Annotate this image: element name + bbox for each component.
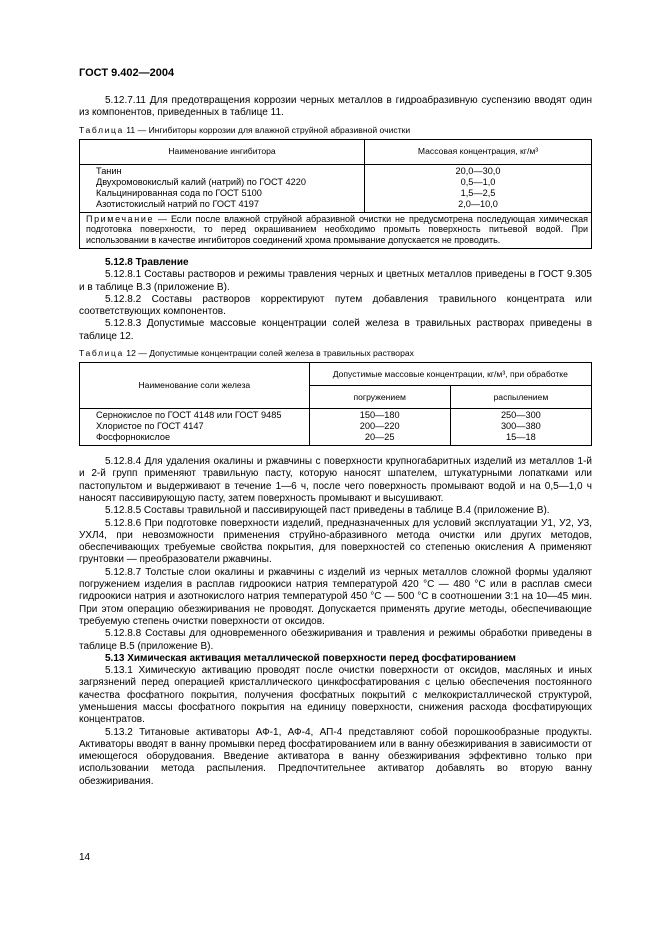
paragraph-5-12-7-11: 5.12.7.11 Для предотвращения коррозии черных металлов в гидроабразивную суспензию вводят один из компонентов, приведенных в таблице 11. <box>79 95 592 119</box>
table-12-caption-text: 12 — Допустимые концентрации солей железа в травильных растворах <box>123 348 414 359</box>
table-cell-name: Кальцинированная сода по ГОСТ 5100 <box>80 188 365 199</box>
table-11-note-row <box>80 212 592 248</box>
table-12-col-immersion-header: погружением <box>309 386 450 409</box>
table-cell-value: 1,5—2,5 <box>365 188 592 199</box>
table-row <box>80 188 592 199</box>
page-content <box>79 95 592 788</box>
table-11-caption-text: 11 — Ингибиторы коррозии для влажной струйной абразивной очистки <box>123 124 411 135</box>
table-12-header-row-1 <box>80 363 592 386</box>
table-11-header-row <box>80 139 592 164</box>
table-cell-spraying: 15—18 <box>450 432 591 446</box>
document-code-header: ГОСТ 9.402—2004 <box>79 67 175 79</box>
table-cell-immersion: 20—25 <box>309 432 450 446</box>
paragraph-5-12-8-3: 5.12.8.3 Допустимые массовые концентрации солей железа в травильных растворах приведены в таблице 12. <box>79 318 592 342</box>
table-cell-spraying: 300—380 <box>450 421 591 432</box>
table-12-caption <box>79 348 592 359</box>
paragraph-5-13-2: 5.13.2 Титановые активаторы АФ-1, АФ-4, АП-4 представляют собой порошкообразные продукты. Активаторы вводят в ванну промывки перед фосфатированием или в ванну обезжиривания в зависимости от имеющегося оборудования. Введение активатора в ванну обезжиривания эффективно только при использовании метода распыления. Предпочтительнее активатор добавлять во вторую ванну обезжиривания. <box>79 726 592 787</box>
table-12-col-group-header: Допустимые массовые концентрации, кг/м³, при обработке <box>309 363 591 386</box>
paragraph-5-12-8-2: 5.12.8.2 Составы растворов корректируют путем добавления травильного концентрата или соответствующих компонентов. <box>79 293 592 318</box>
paragraph-5-12-8-7: 5.12.8.7 Толстые слои окалины и ржавчины с изделий из черных металлов сложной формы удаляют погружением изделия в расплав гидроокиси натрия температурой 420 °С — 480 °С или в расплав смеси гидроокиси натрия и азотнокислого натрия температурой 450 °С — 500 °С в соотношении 3:1 на 10—45 мин. При этом операцию обезжиривания не проводят. Допускается применять другие методы, обеспечивающие требуемую степень очистки поверхности от оксидов. <box>79 566 592 627</box>
table-cell-value: 2,0—10,0 <box>365 199 592 213</box>
paragraph-5-12-8-4: 5.12.8.4 Для удаления окалины и ржавчины с поверхности крупногабаритных изделий из металлов 1-й и 2-й групп применяют травильную пасту, которую наносят шпателем, штукатурными лопатками или пастопультом и выдерживают в течение 1—6 ч, после чего поверхность промывают водой и на 0,5—1,0 ч наносят пассивирующую пасту, затем поверхность промывают и высушивают. <box>79 456 592 504</box>
paragraph-5-13-1: 5.13.1 Химическую активацию проводят после очистки поверхности от оксидов, масляных и иных загрязнений перед операцией кристаллического цинкфосфатирования с целью обеспечения постоянного качества фосфатного покрытия, получения фосфатных покрытий с мелкокристаллической структурой, уменьшения массы фосфатного покрытия на единицу поверхности, снижения расхода фосфатирующих концентратов. <box>79 665 592 726</box>
table-11-note-text: — Если после влажной струйной абразивной очистки не предусмотрена последующая химическая подготовка поверхности, то перед окрашиванием необходимо промыть поверхность питьевой водой. При использовании в качестве ингибиторов соединений хрома промывание допускается не проводить. <box>86 213 588 246</box>
table-row <box>80 164 592 177</box>
table-cell-name: Танин <box>80 164 365 177</box>
table-11-col-name-header: Наименование ингибитора <box>80 139 365 164</box>
table-12-caption-word: Таблица <box>79 348 124 359</box>
paragraph-5-12-8-1: 5.12.8.1 Составы растворов и режимы травления черных и цветных металлов приведены в ГОСТ 9.305 и в таблице В.3 (приложение В). <box>79 269 592 293</box>
table-cell-immersion: 200—220 <box>309 421 450 432</box>
table-row <box>80 177 592 188</box>
table-cell-spraying: 250—300 <box>450 409 591 422</box>
table-cell-value: 0,5—1,0 <box>365 177 592 188</box>
table-row <box>80 421 592 432</box>
table-11-caption <box>79 125 592 136</box>
table-11-caption-word: Таблица <box>79 124 124 135</box>
paragraph-5-12-8-6: 5.12.8.6 При подготовке поверхности изделий, предназначенных для условий эксплуатации У1, У2, У3, УХЛ4, при невозможности применения струйно-абразивного метода очистки или других методов, обеспечивающих требуемые свойства покрытия, для поверхностей со степенью окисления А применяют грунтовки — преобразователи ржавчины. <box>79 517 592 566</box>
table-12-col-spraying-header: распылением <box>450 386 591 409</box>
table-cell-name: Фосфорнокислое <box>80 432 310 446</box>
paragraph-5-12-8-5: 5.12.8.5 Составы травильной и пассивирующей паст приведены в таблице В.4 (приложение В). <box>105 505 550 517</box>
table-11-col-value-header: Массовая концентрация, кг/м³ <box>365 139 592 164</box>
paragraph-5-12-8-8: 5.12.8.8 Составы для одновременного обезжиривания и травления и режимы обработки приведены в таблице В.5 (приложение В). <box>79 628 592 652</box>
table-cell-name: Азотистокислый натрий по ГОСТ 4197 <box>80 199 365 213</box>
section-5-13-heading: 5.13 Химическая активация металлической поверхности перед фосфатированием <box>105 652 516 664</box>
table-11 <box>79 139 592 249</box>
page-number: 14 <box>79 852 91 863</box>
table-cell-name: Хлористое по ГОСТ 4147 <box>80 421 310 432</box>
section-5-12-8-heading: 5.12.8 Травление <box>105 256 189 268</box>
table-12 <box>79 362 592 446</box>
table-cell-name: Двухромовокислый калий (натрий) по ГОСТ 4220 <box>80 177 365 188</box>
table-row <box>80 432 592 446</box>
table-cell-name: Сернокислое по ГОСТ 4148 или ГОСТ 9485 <box>80 409 310 422</box>
table-row <box>80 409 592 422</box>
table-12-col-name-header: Наименование соли железа <box>80 363 310 409</box>
table-cell-value: 20,0—30,0 <box>365 164 592 177</box>
table-cell-immersion: 150—180 <box>309 409 450 422</box>
table-11-note-word: Примечание <box>86 213 155 224</box>
table-11-note <box>80 212 592 248</box>
table-row <box>80 199 592 213</box>
